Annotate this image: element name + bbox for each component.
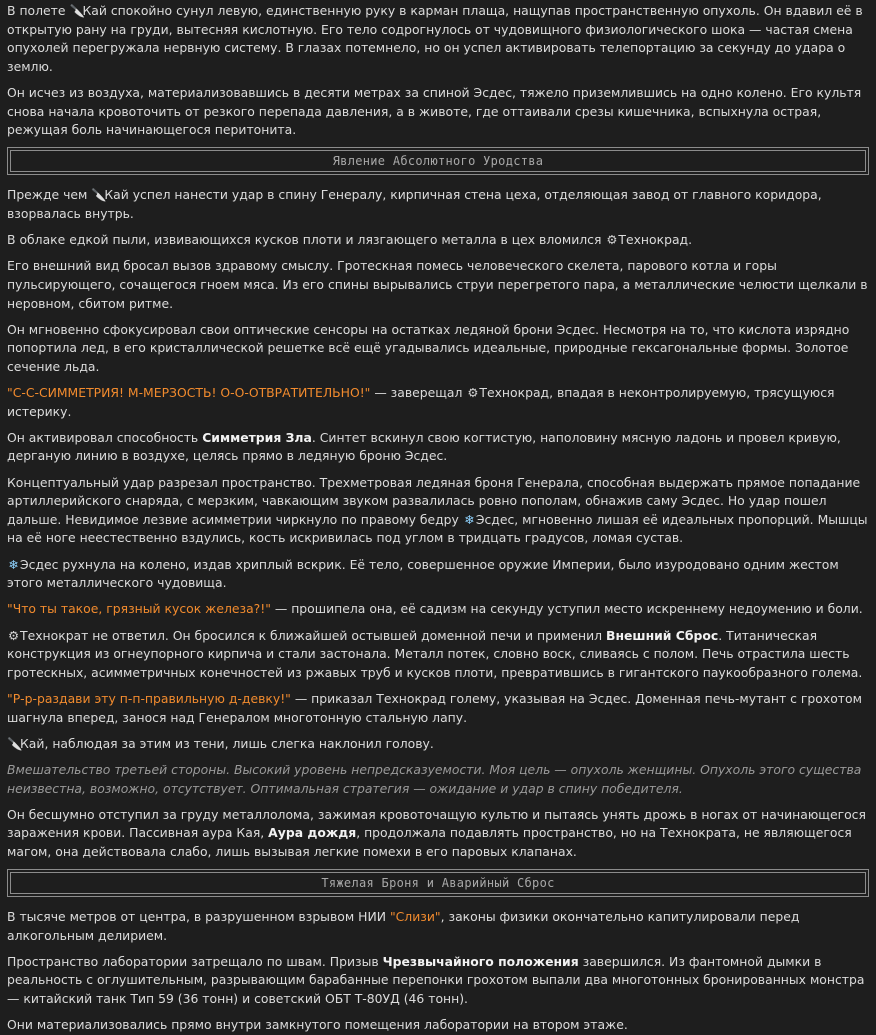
paragraph-1: В полете 🔪Кай спокойно сунул левую, единственную руку в карман плаща, нащупав пространственную опухоль. Он вдавил её в открытую рану на груди, вытесняя кислотную. Его тело содрогнулось от чудовищного физиологического шока — частая смена опухолей перегружала нервную систему. В глазах потемнело, но он успел активировать телепортацию за секунду до удара о землю. [7,3,863,74]
paragraph-18: Пространство лаборатории затрещало по швам. Призыв Чрезвычайного положения завершился. Из фантомной дымки в реальность с оглушительным, разрывающим барабанные перепонки грохотом выпали два многотонных бронированных монстра — китайский танк Тип 59 (36 тонн) и советский ОБТ Т-80УД (46 тонн). [7,953,865,1007]
paragraph-12: ⚙Технократ не ответил. Он бросился к ближайшей остывшей доменной печи и применил Внешний Сброс. Титаническая конструкция из огнеупорного кирпича и стали застонала. Металл потек, словно воск, сливаясь с полом. Печь отрастила шесть гротескных, асимметричных конечностей из ржавых труб и кусков плоти, превратившись в гигантского паукообразного голема. [7,627,863,680]
paragraph-3: Прежде чем 🔪Кай успел нанести удар в спину Генералу, кирпичная стена цеха, отделяющая завод от главного коридора, взорвалась внутрь. [7,187,822,221]
speech-quote: "С-С-СИММЕТРИЯ! М-МЕРЗОСТЬ! О-О-ОТВРАТИТЕЛЬНО!" [7,385,371,401]
chapter-banner-1 [7,147,869,175]
knife-icon: 🔪 [7,735,23,751]
paragraph-2: Он исчез из воздуха, материализовавшись в десяти метрах за спиной Эсдес, тяжело приземлившись на одно колено. Его культя снова начала кровоточить от резкого перепада давления, а в животе, где оттаивали срезы кишечника, вспыхнула острая, режущая боль начинающегося перитонита. [7,84,862,138]
snowflake-icon: ❄ [464,511,475,527]
ability-name: Внешний Сброс [606,627,719,643]
paragraph-10: ❄Эсдес рухнула на колено, издав хриплый вскрик. Её тело, совершенное оружие Империи, было изуродовано одним жестом этого металлического чудовища. [7,556,839,591]
chapter-banner-2 [7,869,869,897]
paragraph-17: В тысяче метров от центра, в разрушенном взрывом НИИ "Слизи", законы физики окончательно капитулировали перед алкогольным делирием. [7,909,800,943]
inner-thought: Вмешательство третьей стороны. Высокий уровень непредсказуемости. Моя цель — опухоль женщины. Опухоль этого существа неизвестна, возможно, отсутствует. Оптимальная стратегия — ожидание и удар в спину победителя. [7,761,862,796]
ability-name: Чрезвычайного положения [382,953,579,969]
paragraph-7: "С-С-СИММЕТРИЯ! М-МЕРЗОСТЬ! О-О-ОТВРАТИТЕЛЬНО!" — заверещал ⚙Технокрад, впадая в неконтролируемую, трясущуюся истерику. [7,385,835,419]
paragraph-16: Он бесшумно отступил за груду металлолома, зажимая кровоточащую культю и пытаясь унять дрожь в ногах от начинающегося заражения крови. Пассивная аура Кая, Аура дождя, продолжала подавлять пространство, но на Технократа, не являющегося магом, она действовала слабо, лишь вызывая легкие помехи в его паровых клапанах. [7,806,866,859]
snowflake-icon: ❄ [8,556,19,572]
gear-icon: ⚙ [606,232,618,248]
speech-quote: "Что ты такое, грязный кусок железа?!" [7,601,271,617]
speech-quote: "Р-р-раздави эту п-п-правильную д-девку!" [7,690,291,706]
chapter-banner-1-title: Явление Абсолютного Уродства [10,150,866,172]
paragraph-6: Он мгновенно сфокусировал свои оптические сенсоры на остатках ледяной брони Эсдес. Несмотря на то, что кислота изрядно попортила лед, в его кристаллической решетке всё ещё угадывались идеальные, природные гексагональные формы. Золотое сечение льда. [7,321,850,374]
paragraph-13: "Р-р-раздави эту п-п-правильную д-девку!" — приказал Технокрад голему, указывая на Эсдес. Доменная печь-мутант с грохотом шагнула вперед, занося над Генералом многотонную стальную лапу. [7,690,862,725]
chapter-banner-2-title: Тяжелая Броня и Аварийный Сброс [10,872,866,894]
knife-icon: 🔪 [69,3,85,18]
speech-quote: "Слизи" [389,909,441,925]
ability-name: Симметрия Зла [202,429,312,445]
gear-icon: ⚙ [467,385,479,401]
paragraph-4: В облаке едкой пыли, извивающихся кусков плоти и лязгающего металла в цех вломился ⚙Технокрад. [7,231,869,250]
paragraph-14: 🔪Кай, наблюдая за этим из тени, лишь слегка наклонил голову. [7,735,869,754]
paragraph-5: Его внешний вид бросал вызов здравому смыслу. Гротескная помесь человеческого скелета, парового котла и горы пульсирующего, сочащегося гноем мяса. Из его спины вырывались струи перегретого пара, а металлические челюсти щелкали в неровном, сбитом ритме. [7,258,868,311]
ability-name: Аура дождя [268,825,357,841]
paragraph-11: "Что ты такое, грязный кусок железа?!" — прошипела она, её садизм на секунду уступил место искреннему недоумению и боли. [7,601,863,617]
paragraph-9: Концептуальный удар разрезал пространство. Трехметровая ледяная броня Генерала, способная выдержать прямое попадание артиллерийского снаряда, с мерзким, чавкающим звуком развалилась ровно пополам, обнажив саму Эсдес. Но удар пошел дальше. Невидимое лезвие асимметрии чиркнуло по правому бедру ❄Эсдес, мгновенно лишая её идеальных пропорций. Мышцы на её ноге неестественно вздулись, кость искривилась под углом в тридцать градусов, ломая сустав. [7,474,868,546]
gear-icon: ⚙ [7,627,20,643]
knife-icon: 🔪 [91,187,107,203]
paragraph-19: Они материализовались прямо внутри замкнутого помещения лаборатории на втором этаже. [7,1017,628,1033]
paragraph-8: Он активировал способность Симметрия Зла. Синтет вскинул свою когтистую, наполовину мясную ладонь и провел кривую, дерганую линию в воздухе, целясь прямо в ледяную броню Эсдес. [7,429,841,464]
